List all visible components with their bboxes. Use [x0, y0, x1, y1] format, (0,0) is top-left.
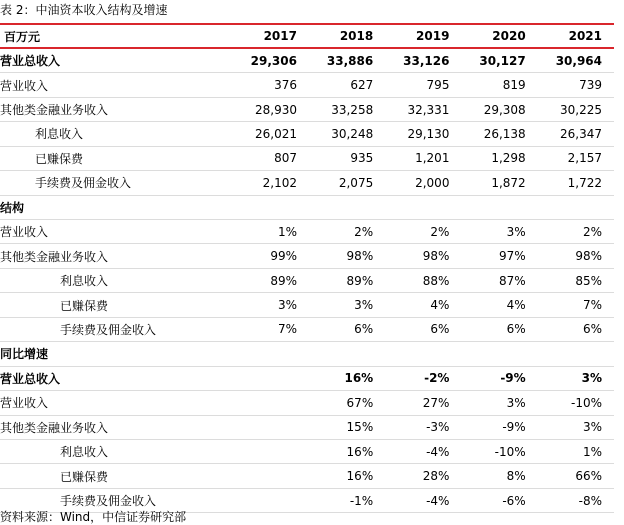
cell-value: 627 [309, 73, 385, 97]
cell-value: 1% [538, 439, 614, 463]
table-row [0, 391, 614, 415]
cell-value [233, 391, 309, 415]
table-row [0, 317, 614, 341]
cell-value: 1,722 [538, 171, 614, 195]
cell-value [233, 195, 309, 219]
cell-value [538, 195, 614, 219]
cell-value [385, 195, 461, 219]
row-label: 手续费及佣金收入 [0, 171, 233, 195]
cell-value: 16% [309, 464, 385, 488]
cell-value: 807 [233, 146, 309, 170]
cell-value: 3% [461, 391, 537, 415]
cell-value: 8% [461, 464, 537, 488]
cell-value: 2% [309, 220, 385, 244]
row-label: 已赚保费 [0, 293, 233, 317]
cell-value: 98% [538, 244, 614, 268]
cell-value: 935 [309, 146, 385, 170]
cell-value: 98% [309, 244, 385, 268]
table-row [0, 73, 614, 97]
cell-value: 26,138 [461, 122, 537, 146]
cell-value: 3% [233, 293, 309, 317]
row-label: 其他类金融业务收入 [0, 415, 233, 439]
cell-value: 33,126 [385, 48, 461, 72]
cell-value: 6% [385, 317, 461, 341]
year-header: 2018 [309, 24, 385, 48]
cell-value: 7% [233, 317, 309, 341]
cell-value: 30,127 [461, 48, 537, 72]
cell-value [233, 488, 309, 512]
row-label: 营业收入 [0, 220, 233, 244]
cell-value: -4% [385, 439, 461, 463]
cell-value: 2,000 [385, 171, 461, 195]
section-label: 同比增速 [0, 342, 233, 366]
row-label: 其他类金融业务收入 [0, 244, 233, 268]
cell-value: 2,157 [538, 146, 614, 170]
cell-value: -1% [309, 488, 385, 512]
cell-value: 26,347 [538, 122, 614, 146]
cell-value: 88% [385, 268, 461, 292]
cell-value: 99% [233, 244, 309, 268]
row-label: 营业收入 [0, 73, 233, 97]
cell-value: -6% [461, 488, 537, 512]
cell-value: 4% [385, 293, 461, 317]
cell-value: 16% [309, 366, 385, 390]
cell-value: 66% [538, 464, 614, 488]
cell-value: 28% [385, 464, 461, 488]
cell-value: -9% [461, 366, 537, 390]
cell-value: 30,225 [538, 97, 614, 121]
year-header: 2017 [233, 24, 309, 48]
table-row [0, 293, 614, 317]
cell-value: -9% [461, 415, 537, 439]
cell-value [461, 342, 537, 366]
row-label: 手续费及佣金收入 [0, 488, 233, 512]
cell-value: 27% [385, 391, 461, 415]
table-row [0, 146, 614, 170]
cell-value: 29,306 [233, 48, 309, 72]
cell-value [385, 342, 461, 366]
table-row [0, 171, 614, 195]
cell-value: 30,964 [538, 48, 614, 72]
income-structure-table [0, 23, 614, 513]
cell-value: -2% [385, 366, 461, 390]
cell-value: 67% [309, 391, 385, 415]
cell-value: 1% [233, 220, 309, 244]
year-header: 2021 [538, 24, 614, 48]
cell-value: 29,308 [461, 97, 537, 121]
table-row [0, 97, 614, 121]
cell-value: 29,130 [385, 122, 461, 146]
table-row [0, 48, 614, 72]
cell-value: 15% [309, 415, 385, 439]
cell-value: 6% [538, 317, 614, 341]
cell-value [309, 342, 385, 366]
cell-value: 30,248 [309, 122, 385, 146]
cell-value: 89% [309, 268, 385, 292]
table-header-row [0, 24, 614, 48]
cell-value: 26,021 [233, 122, 309, 146]
cell-value: 1,872 [461, 171, 537, 195]
cell-value [233, 415, 309, 439]
row-label: 已赚保费 [0, 464, 233, 488]
row-label: 已赚保费 [0, 146, 233, 170]
year-header: 2020 [461, 24, 537, 48]
cell-value: 6% [461, 317, 537, 341]
cell-value [309, 195, 385, 219]
cell-value: 3% [538, 415, 614, 439]
cell-value [538, 342, 614, 366]
row-label: 其他类金融业务收入 [0, 97, 233, 121]
cell-value: 89% [233, 268, 309, 292]
unit-header: 百万元 [0, 24, 233, 48]
table-row [0, 366, 614, 390]
table-row [0, 439, 614, 463]
cell-value: -3% [385, 415, 461, 439]
cell-value: 2% [385, 220, 461, 244]
row-label: 利息收入 [0, 439, 233, 463]
cell-value: 376 [233, 73, 309, 97]
cell-value: 2% [538, 220, 614, 244]
cell-value: 739 [538, 73, 614, 97]
section-row-structure [0, 195, 614, 219]
cell-value: 28,930 [233, 97, 309, 121]
cell-value: 3% [538, 366, 614, 390]
cell-value [461, 195, 537, 219]
row-label: 利息收入 [0, 268, 233, 292]
cell-value: -4% [385, 488, 461, 512]
cell-value: 2,102 [233, 171, 309, 195]
cell-value: 7% [538, 293, 614, 317]
cell-value: 32,331 [385, 97, 461, 121]
cell-value: 98% [385, 244, 461, 268]
cell-value: 97% [461, 244, 537, 268]
year-header: 2019 [385, 24, 461, 48]
cell-value: -10% [461, 439, 537, 463]
row-label: 利息收入 [0, 122, 233, 146]
cell-value: 33,886 [309, 48, 385, 72]
table-row [0, 244, 614, 268]
cell-value: -8% [538, 488, 614, 512]
cell-value: 4% [461, 293, 537, 317]
table-row [0, 415, 614, 439]
cell-value: 2,075 [309, 171, 385, 195]
cell-value [233, 342, 309, 366]
row-label: 营业总收入 [0, 366, 233, 390]
cell-value: 1,298 [461, 146, 537, 170]
section-row-yoy-growth [0, 342, 614, 366]
cell-value: 87% [461, 268, 537, 292]
table-row [0, 220, 614, 244]
table-row [0, 122, 614, 146]
cell-value [233, 464, 309, 488]
cell-value: 819 [461, 73, 537, 97]
row-label: 营业总收入 [0, 48, 233, 72]
row-label: 营业收入 [0, 391, 233, 415]
cell-value [233, 439, 309, 463]
cell-value: 3% [461, 220, 537, 244]
table-row [0, 464, 614, 488]
cell-value: 33,258 [309, 97, 385, 121]
cell-value: 16% [309, 439, 385, 463]
cell-value: 1,201 [385, 146, 461, 170]
row-label: 手续费及佣金收入 [0, 317, 233, 341]
source-note: 资料来源：Wind，中信证券研究部 [0, 510, 187, 524]
cell-value: -10% [538, 391, 614, 415]
cell-value: 3% [309, 293, 385, 317]
cell-value: 6% [309, 317, 385, 341]
section-label: 结构 [0, 195, 233, 219]
cell-value: 795 [385, 73, 461, 97]
table-row [0, 268, 614, 292]
cell-value: 85% [538, 268, 614, 292]
cell-value [233, 366, 309, 390]
table-caption: 表 2：中油资本收入结构及增速 [0, 3, 168, 17]
